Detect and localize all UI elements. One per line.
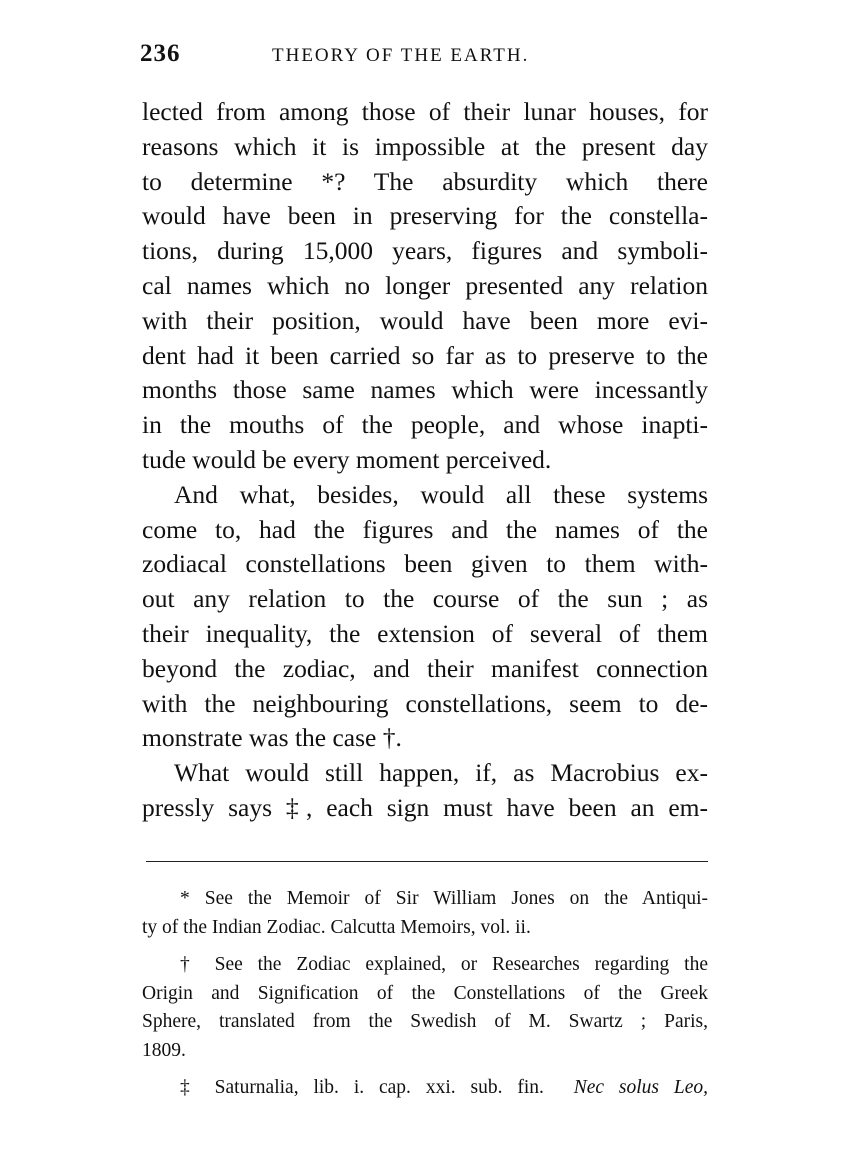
text-line: dent had it been carried so far as to preserve to the: [142, 340, 708, 370]
footnote-divider: [146, 861, 708, 862]
text-line: pressly says ‡, each sign must have been an em-: [142, 792, 708, 822]
text-line: tions, during 15,000 years, figures and symboli-: [142, 236, 708, 266]
text-line: zodiacal constellations been given to them with-: [142, 549, 708, 579]
text-line: with the neighbouring constellations, seem to de-: [142, 688, 708, 718]
running-title: THEORY OF THE EARTH.: [272, 45, 530, 66]
footnote-line: 1809.: [142, 1039, 186, 1061]
footnote-italic-text: Nec solus Leo,: [573, 1077, 708, 1098]
text-line: monstrate was the case †.: [142, 723, 402, 753]
text-line: come to, had the figures and the names of the: [142, 514, 708, 544]
running-head: [140, 40, 708, 74]
footnote-line: Origin and Signification of the Constellations of the Greek: [142, 982, 708, 1004]
text-line: beyond the zodiac, and their manifest connection: [142, 653, 708, 683]
page-number: 236: [140, 40, 181, 67]
text-line: months those same names which were incessantly: [142, 375, 708, 405]
text-line: tude would be every moment perceived.: [142, 444, 552, 474]
text-line: to determine *? The absurdity which there: [142, 166, 708, 196]
text-line: would have been in preserving for the constella-: [142, 201, 708, 231]
footnote-line: † See the Zodiac explained, or Researches regarding the: [180, 954, 708, 975]
footnote-text: ‡ Saturnalia, lib. i. cap. xxi. sub. fin.: [180, 1077, 544, 1098]
text-line: in the mouths of the people, and whose inapti-: [142, 410, 708, 440]
text-line: with their position, would have been more evi-: [142, 305, 708, 335]
text-line: their inequality, the extension of several of them: [142, 618, 708, 648]
footnote-line: Sphere, translated from the Swedish of M. Swartz ; Paris,: [142, 1011, 708, 1032]
text-line: What would still happen, if, as Macrobius ex-: [174, 758, 708, 788]
main-text: [142, 95, 708, 826]
text-line: lected from among those of their lunar houses, for: [142, 97, 708, 126]
footnote-line: [142, 1074, 708, 1103]
text-line: And what, besides, would all these systems: [174, 479, 708, 509]
text-line: cal names which no longer presented any relation: [142, 270, 708, 300]
text-line: out any relation to the course of the sun ; as: [142, 584, 708, 614]
text-line: reasons which it is impossible at the present day: [142, 131, 708, 161]
footnote-line: * See the Memoir of Sir William Jones on the Antiqui-: [180, 888, 708, 909]
footnotes: [142, 885, 708, 1103]
footnote-line: ty of the Indian Zodiac. Calcutta Memoirs, vol. ii.: [142, 916, 531, 938]
